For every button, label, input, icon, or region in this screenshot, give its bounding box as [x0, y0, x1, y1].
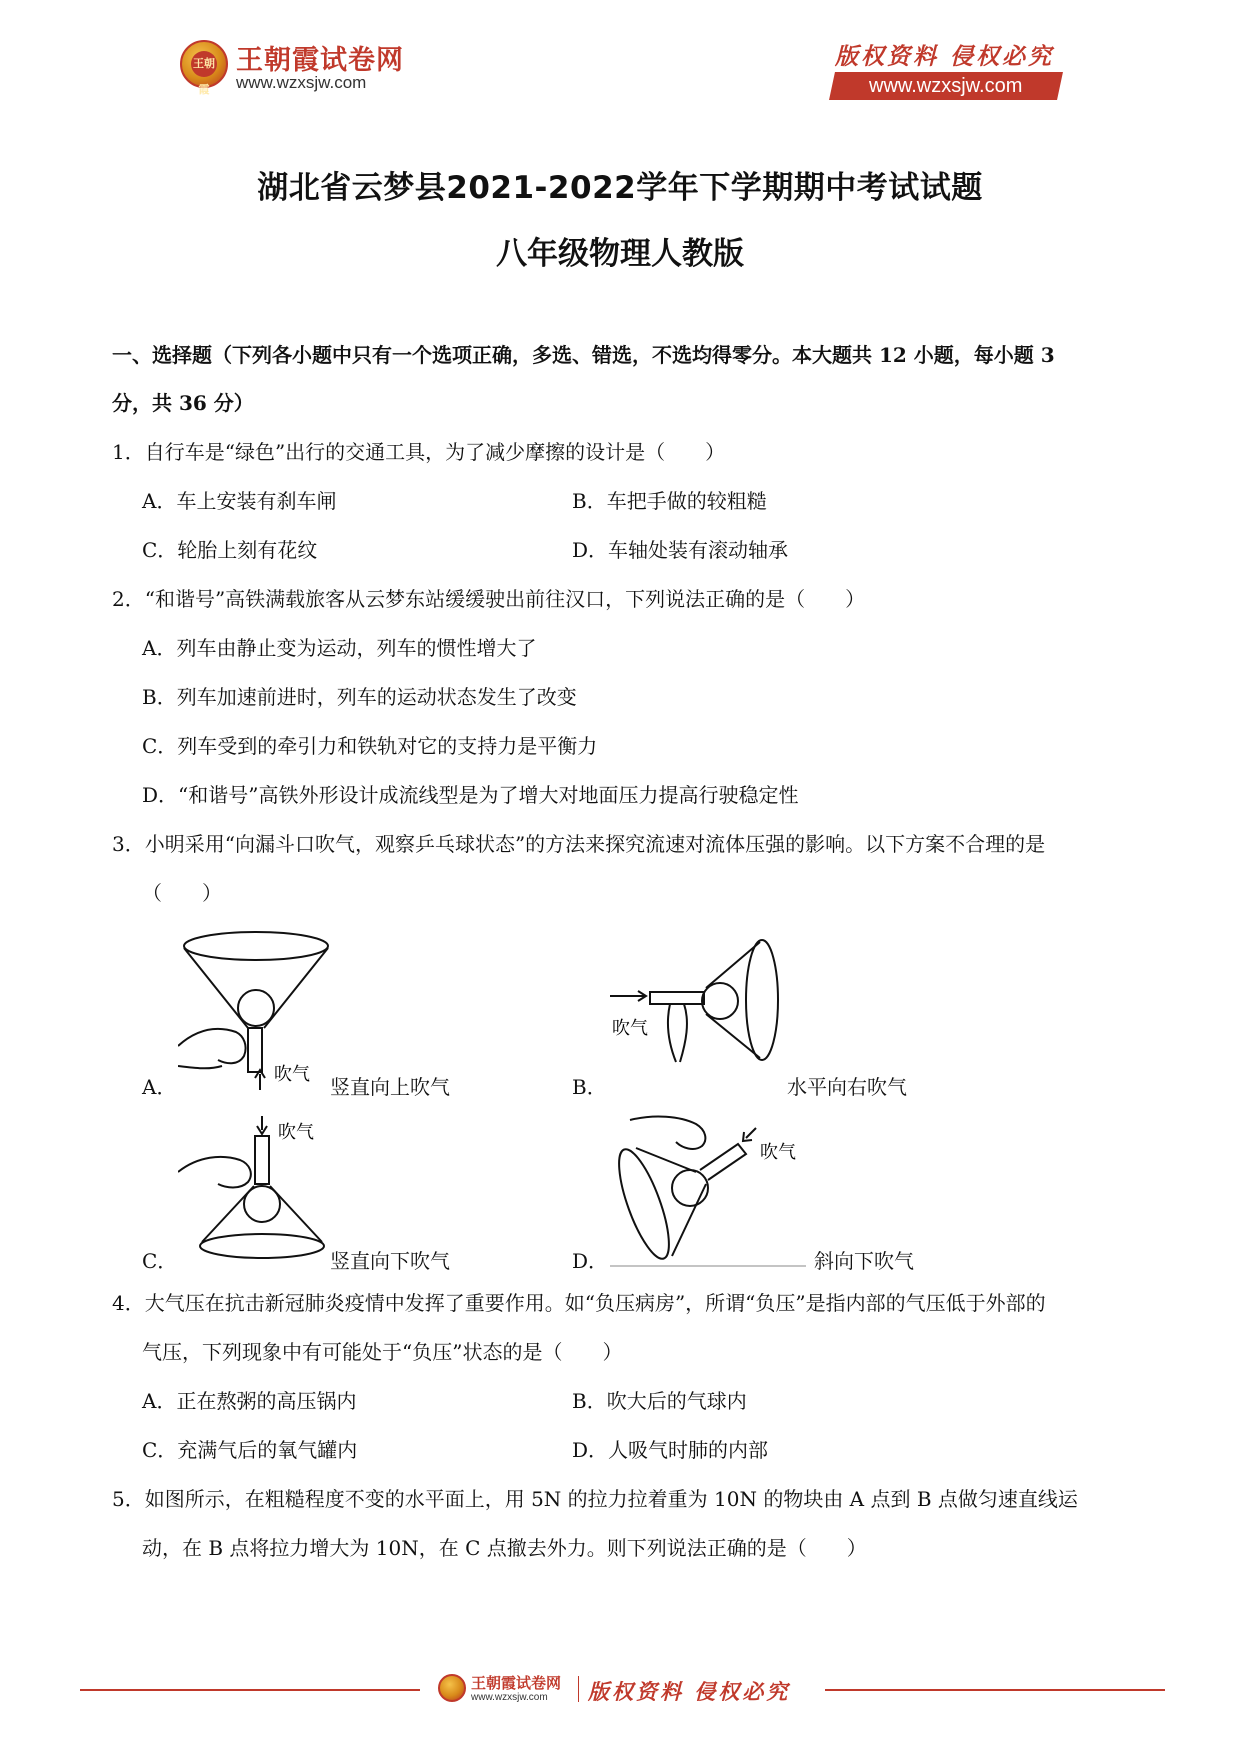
q4-stem-line2: 气压，下列现象中有可能处于“负压”状态的是（ ）	[142, 1340, 623, 1364]
q1-option-c: C．轮胎上刻有花纹	[142, 538, 318, 562]
q3-option-b-letter: B．	[572, 1075, 607, 1099]
logo-badge-text: 王朝霞	[191, 51, 217, 77]
q3-option-d-caption: 斜向下吹气	[814, 1249, 914, 1273]
q3-option-a-caption: 竖直向上吹气	[330, 1075, 450, 1099]
funnel-stem	[255, 1136, 269, 1184]
q3-d-blow-label: 吹气	[760, 1142, 796, 1163]
q3-option-c-caption: 竖直向下吹气	[330, 1249, 450, 1273]
q3-option-d-illustration	[610, 1110, 810, 1270]
q3-stem-line1: 3．小明采用“向漏斗口吹气，观察乒乓球状态”的方法来探究流速对流体压强的影响。以下方案不合理的是	[112, 832, 1046, 856]
q1-option-b: B．车把手做的较粗糙	[572, 489, 767, 513]
q4-option-b: B．吹大后的气球内	[572, 1389, 747, 1413]
q3-c-blow-label: 吹气	[278, 1122, 314, 1143]
q3-option-c-illustration	[178, 1116, 348, 1268]
q3-stem-line2: （ ）	[142, 881, 222, 905]
ping-pong-ball	[702, 983, 738, 1019]
logo-name: 王朝霞试卷网	[236, 45, 404, 76]
q5-stem-line1: 5．如图所示，在粗糙程度不变的水平面上，用 5N 的拉力拉着重为 10N 的物块由 A 点到 B 点做匀速直线运	[112, 1487, 1078, 1511]
q3-option-a-illustration	[178, 928, 348, 1100]
hand-outline	[630, 1117, 705, 1149]
q3-option-b-illustration	[610, 938, 790, 1074]
q2-option-a: A．列车由静止变为运动，列车的惯性增大了	[142, 636, 537, 660]
logo-url[interactable]: www.wzxsjw.com	[236, 73, 367, 92]
footer-logo-name: 王朝霞试卷网	[471, 1674, 562, 1692]
hand-outline	[668, 1004, 687, 1062]
hand-outline	[178, 1157, 251, 1188]
q4-option-c: C．充满气后的氧气罐内	[142, 1438, 358, 1462]
copyright-slogan: 版权资料 侵权必究	[834, 43, 1054, 70]
q3-option-c-letter: C．	[142, 1249, 178, 1273]
q4-option-a: A．正在熬粥的高压锅内	[142, 1389, 357, 1413]
q3-option-a-letter: A．	[142, 1075, 177, 1099]
footer-slogan: 版权资料 侵权必究	[588, 1679, 791, 1704]
section-heading-line1: 一、选择题（下列各小题中只有一个选项正确，多选、错选，不选均得零分。本大题共 12 小题，每小题 3	[112, 343, 1055, 367]
footer-divider-right	[825, 1689, 1165, 1691]
q2-option-c: C．列车受到的牵引力和铁轨对它的支持力是平衡力	[142, 734, 598, 758]
footer-separator	[578, 1676, 579, 1702]
funnel-stem	[700, 1144, 746, 1180]
q2-stem: 2．“和谐号”高铁满载旅客从云梦东站缓缓驶出前往汉口，下列说法正确的是（ ）	[112, 587, 866, 611]
copyright-banner	[820, 38, 1060, 100]
q3-option-d-letter: D．	[572, 1249, 609, 1273]
q4-stem-line1: 4．大气压在抗击新冠肺炎疫情中发挥了重要作用。如“负压病房”，所谓“负压”是指内部的气压低于外部的	[112, 1291, 1046, 1315]
site-logo[interactable]	[180, 38, 420, 100]
q1-option-a: A．车上安装有刹车闸	[142, 489, 337, 513]
q2-option-d: D．“和谐号”高铁外形设计成流线型是为了增大对地面压力提高行驶稳定性	[142, 783, 799, 807]
footer-divider-left	[80, 1689, 420, 1691]
footer-logo-url[interactable]: www.wzxsjw.com	[471, 1692, 548, 1703]
funnel-rim	[184, 932, 328, 960]
blow-arrow-shaft	[746, 1128, 756, 1138]
section-heading-line2: 分，共 36 分）	[112, 391, 254, 415]
footer-logo-badge-icon	[438, 1674, 466, 1702]
q1-stem: 1．自行车是“绿色”出行的交通工具，为了减少摩擦的设计是（ ）	[112, 440, 726, 464]
q1-option-d: D．车轴处装有滚动轴承	[572, 538, 789, 562]
q2-option-b: B．列车加速前进时，列车的运动状态发生了改变	[142, 685, 577, 709]
hand-outline	[178, 1029, 246, 1063]
funnel-stem	[248, 1028, 262, 1072]
funnel-cone	[636, 1148, 706, 1256]
logo-badge-icon	[180, 40, 228, 96]
q3-b-blow-label: 吹气	[612, 1018, 648, 1039]
funnel-stem	[650, 992, 704, 1004]
copyright-url[interactable]: www.wzxsjw.com	[869, 75, 1023, 97]
page-subtitle: 八年级物理人教版	[496, 236, 744, 272]
ping-pong-ball	[238, 990, 274, 1026]
q3-option-b-caption: 水平向右吹气	[787, 1075, 907, 1099]
ping-pong-ball	[672, 1170, 708, 1206]
funnel-cone	[706, 942, 760, 1058]
q3-a-blow-label: 吹气	[274, 1064, 310, 1085]
footer-brand	[438, 1670, 818, 1710]
hand-lower	[178, 1066, 222, 1068]
funnel-rim	[200, 1234, 324, 1258]
copyright-url-bar[interactable]	[829, 72, 1063, 100]
q5-stem-line2: 动，在 B 点将拉力增大为 10N，在 C 点撤去外力。则下列说法正确的是（ ）	[142, 1536, 867, 1560]
funnel-rim	[746, 940, 778, 1060]
page-title: 湖北省云梦县2021-2022学年下学期期中考试试题	[257, 170, 983, 206]
q4-option-d: D．人吸气时肺的内部	[572, 1438, 769, 1462]
